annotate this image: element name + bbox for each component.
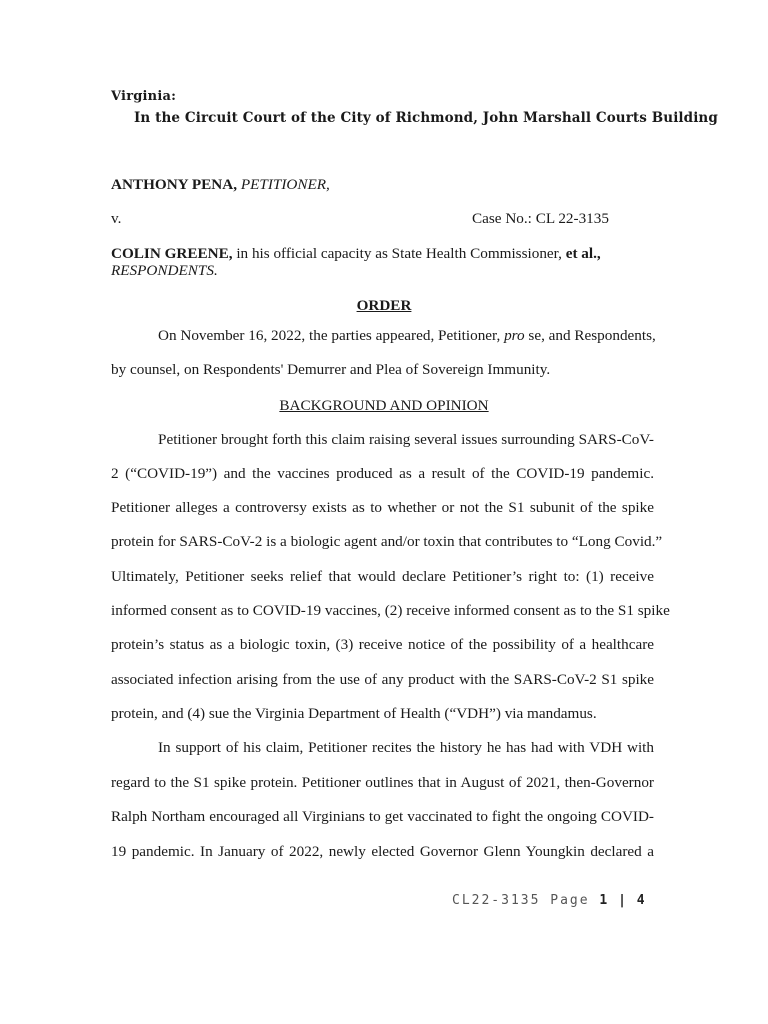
- intro-line-1: [158, 327, 654, 345]
- page-footer: [452, 893, 646, 908]
- intro-pro: pro: [504, 327, 525, 344]
- footer-page-number: 1: [599, 893, 609, 908]
- footer-case-ref: CL22-3135: [452, 893, 541, 908]
- section-title: BACKGROUND AND OPINION: [279, 397, 489, 414]
- paragraph2-line: 19 pandemic. In January of 2022, newly elected Governor Glenn Youngkin declared a: [111, 843, 654, 860]
- respondent-role: RESPONDENTS.: [111, 262, 218, 279]
- respondent-line: [111, 245, 601, 263]
- paragraph1-line: protein, and (4) sue the Virginia Department of Health (“VDH”) via mandamus.: [111, 705, 597, 722]
- paragraph2-line: Ralph Northam encouraged all Virginians to get vaccinated to fight the ongoing COVID-: [111, 808, 654, 825]
- respondent-name: COLIN GREENE,: [111, 245, 233, 262]
- paragraph1-line: Ultimately, Petitioner seeks relief that would declare Petitioner’s right to: (1) receive: [111, 568, 654, 585]
- paragraph1-line: informed consent as to COVID-19 vaccines, (2) receive informed consent as to the S1 spike: [111, 602, 670, 619]
- footer-page-total: 4: [636, 893, 646, 908]
- paragraph2-line: In support of his claim, Petitioner recites the history he has had with VDH with: [158, 739, 654, 756]
- footer-separator: |: [618, 893, 627, 908]
- paragraph1-line: protein’s status as a biologic toxin, (3) receive notice of the possibility of a healthcare: [111, 636, 654, 653]
- intro-line-2: by counsel, on Respondents' Demurrer and Plea of Sovereign Immunity.: [111, 361, 551, 378]
- versus-label: v.: [111, 210, 122, 227]
- court-state-label: Virginia:: [111, 89, 177, 104]
- petitioner-role: PETITIONER,: [240, 176, 330, 193]
- order-title: ORDER: [356, 297, 412, 314]
- paragraph1-line: protein for SARS-CoV-2 is a biologic agent and/or toxin that contributes to “Long Covid.”: [111, 533, 663, 550]
- intro-text-a: On November 16, 2022, the parties appeared, Petitioner,: [158, 327, 501, 344]
- paragraph2-line: regard to the S1 spike protein. Petitioner outlines that in August of 2021, then-Governor: [111, 774, 654, 791]
- petitioner-name: ANTHONY PENA,: [111, 176, 238, 193]
- case-number: Case No.: CL 22-3135: [472, 210, 609, 227]
- footer-page-word: Page: [550, 893, 590, 908]
- respondent-etal: et al.,: [565, 245, 601, 262]
- respondent-description: in his official capacity as State Health Commissioner,: [236, 245, 562, 262]
- court-name-heading: In the Circuit Court of the City of Richmond, John Marshall Courts Building: [134, 110, 718, 126]
- intro-text-b: se, and Respondents,: [528, 327, 656, 344]
- paragraph1-line: Petitioner brought forth this claim raising several issues surrounding SARS-CoV-: [158, 431, 654, 448]
- petitioner-line: [111, 176, 330, 194]
- paragraph1-line: Petitioner alleges a controversy exists as to whether or not the S1 subunit of the spike: [111, 499, 654, 516]
- paragraph1-line: 2 (“COVID-19”) and the vaccines produced as a result of the COVID-19 pandemic.: [111, 465, 654, 482]
- paragraph1-line: associated infection arising from the use of any product with the SARS-CoV-2 S1 spike: [111, 671, 654, 688]
